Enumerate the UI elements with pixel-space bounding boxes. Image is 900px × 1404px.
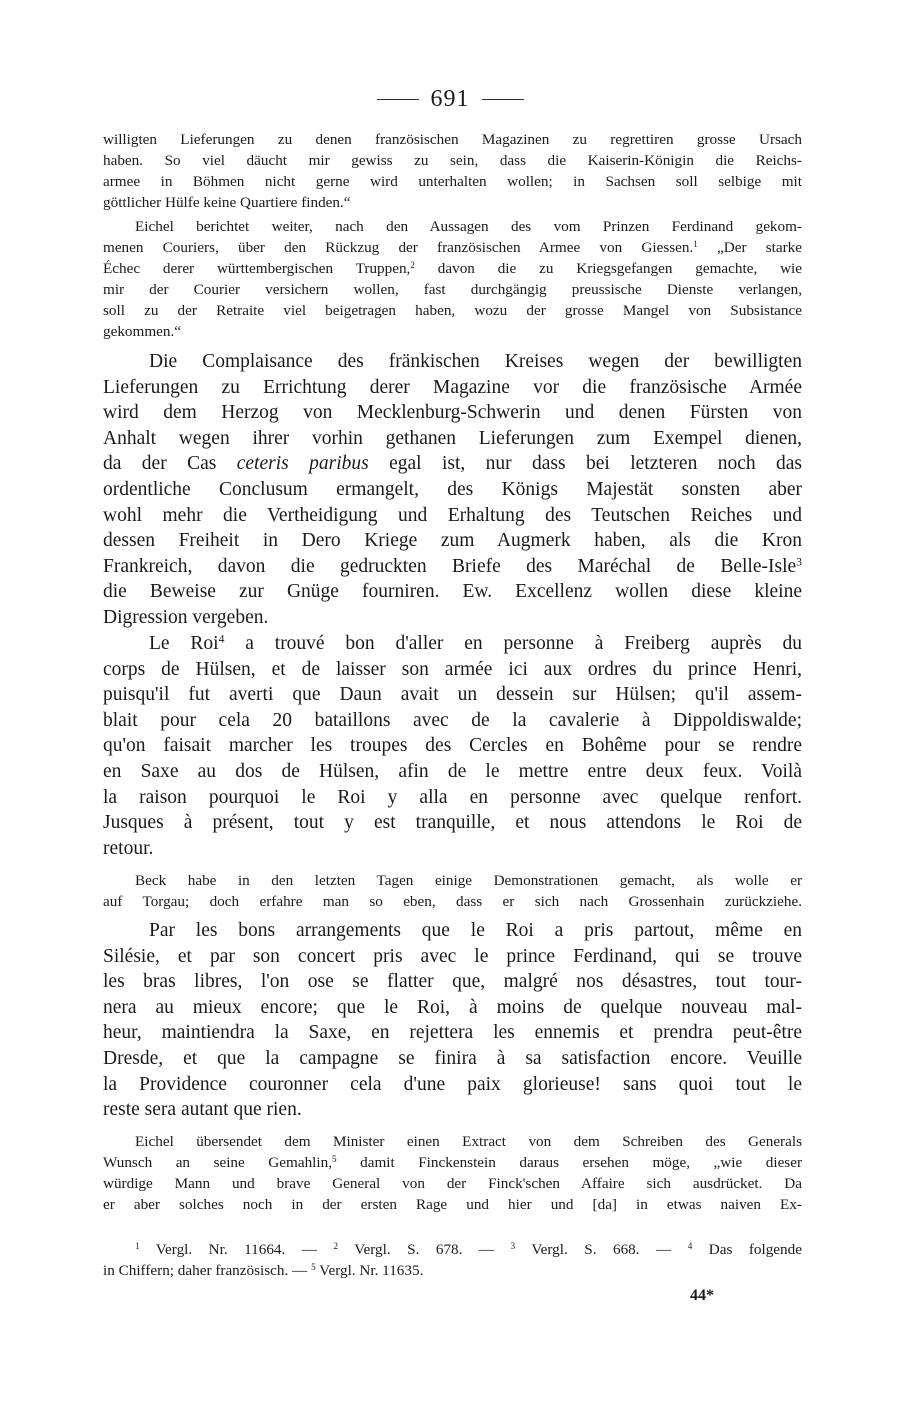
text-line: Silésie, et par son concert pris avec le prince Ferdinand, qui se trouve — [103, 945, 802, 967]
footnote-ref-4: 4 — [218, 632, 225, 646]
letter-paragraph-german — [103, 349, 802, 631]
footnote-ref-3: 3 — [796, 555, 802, 569]
text-line: göttlicher Hülfe keine Quartiere finden.“ — [103, 194, 351, 211]
text-line: gekommen.“ — [103, 323, 182, 340]
text-line: er aber solches noch in der ersten Rage und hier und [da] in etwas naiven Ex- — [103, 1196, 802, 1213]
text-line: la Providence couronner cela d'une paix glorieuse! sans quoi tout le — [103, 1073, 802, 1095]
header-rule-left — [377, 99, 419, 100]
text-line: retour. — [103, 837, 154, 859]
text-line: Digression vergeben. — [103, 606, 269, 628]
text-line: willigten Lieferungen zu denen französischen Magazinen zu regrettiren grosse Ursach — [103, 131, 802, 148]
text-line: Die Complaisance des fränkischen Kreises wegen der bewilligten — [149, 351, 802, 372]
page-number: 691 — [430, 85, 470, 112]
text-line: qu'on faisait marcher les troupes des Cercles en Bohême pour se rendre — [103, 735, 802, 757]
footnote-ref-5: 5 — [332, 1153, 337, 1164]
footnotes — [103, 1239, 802, 1281]
text-line: Eichel übersendet dem Minister einen Extract von dem Schreiben des Generals — [135, 1133, 802, 1150]
text-line: armee in Böhmen nicht gerne wird unterhalten wollen; in Sachsen soll selbige mit — [103, 173, 802, 190]
text-line: puisqu'il fut averti que Daun avait un dessein sur Hülsen; qu'il assem- — [103, 684, 802, 706]
text-line: blait pour cela 20 bataillons avec de la cavalerie à Dippoldiswalde; — [103, 709, 802, 731]
editorial-paragraph-2 — [103, 870, 802, 912]
text-line: en Saxe au dos de Hülsen, afin de le mettre entre deux feux. Voilà — [103, 760, 802, 782]
text-line: Wunsch an seine Gemahlin,$^5$ damit Finckenstein daraus ersehen möge, „wie dieser — [103, 1153, 803, 1171]
text-line: nera au mieux encore; que le Roi, à moins de quelque nouveau mal- — [103, 996, 802, 1018]
header-rule-right — [482, 99, 524, 100]
text-line: reste sera autant que rien. — [103, 1099, 302, 1121]
footnote-ref-2: 2 — [410, 259, 415, 270]
text-line: les bras libres, l'on ose se flatter que, malgré nos désastres, tout tour- — [103, 971, 802, 993]
text-line: ordentliche Conclusum ermangelt, des Königs Majestät sonsten aber — [103, 478, 802, 500]
text-line: würdige Mann und brave General von der Finck'schen Affaire sich ausdrücket. Da — [103, 1175, 802, 1192]
text-line: Jusques à présent, tout y est tranquille, et nous attendons le Roi de — [103, 812, 802, 834]
text-line: menen Couriers, über den Rückzug der französischen Armee von Giessen.$^1$ „Der starke — [103, 238, 803, 256]
text-line: Frankreich, davon die gedruckten Briefe des Maréchal de Belle-Isle$^3$ — [103, 555, 802, 577]
signature-mark: 44* — [690, 1287, 714, 1304]
editorial-paragraph-3 — [103, 1131, 802, 1215]
text-line: Le Roi$^4$ a trouvé bon d'aller en personne à Freiberg auprès du — [149, 632, 803, 654]
text-line: Lieferungen zu Errichtung derer Magazine vor die französische Armée — [103, 376, 802, 398]
italic-phrase: ceteris paribus — [236, 453, 369, 475]
text-line: wohl mehr die Vertheidigung und Erhaltung des Teutschen Reiches und — [103, 504, 802, 526]
quote-block-1 — [103, 129, 802, 213]
footnote-line: $^1$ Vergl. Nr. 11664. — $^2$ Vergl. S. 678. — $^3$ Vergl. S. 668. — $^4$ Das folgende — [135, 1240, 802, 1258]
text-line: auf Torgau; doch erfahre man so eben, dass er sich nach Grossenhain zurückziehe. — [103, 893, 802, 910]
text-line: wird dem Herzog von Mecklenburg-Schwerin und denen Fürsten von — [103, 402, 802, 424]
text-line: soll zu der Retraite viel beigetragen haben, wozu der grosse Mangel von Subsistance — [103, 302, 802, 319]
editorial-paragraph-1 — [103, 216, 802, 342]
text-line: Beck habe in den letzten Tagen einige Demonstrationen gemacht, als wolle er — [135, 872, 802, 889]
text-line: Dresde, et que la campagne se finira à sa satisfaction encore. Veuille — [103, 1047, 802, 1069]
text-line: Eichel berichtet weiter, nach den Aussagen des vom Prinzen Ferdinand gekom- — [135, 218, 802, 235]
text-line: die Beweise zur Gnüge fourniren. Ew. Excellenz wollen diese kleine — [103, 581, 802, 603]
footnote-line: in Chiffern; daher französisch. — $^5$ Vergl. Nr. 11635. — [103, 1261, 424, 1279]
text-line: heur, maintiendra la Saxe, en rejettera les ennemis et prendra peut-être — [103, 1022, 802, 1044]
letter-paragraph-french-1 — [103, 631, 802, 861]
text-line: mir der Courier versichern wollen, fast durchgängig preussische Dienste verlangen, — [103, 281, 802, 298]
text-line: Par les bons arrangements que le Roi a pris partout, même en — [149, 920, 802, 941]
footnote-ref-1: 1 — [693, 238, 698, 249]
text-line: Anhalt wegen ihrer vorhin gethanen Lieferungen zum Exempel dienen, — [103, 427, 802, 449]
text-line: corps de Hülsen, et de laisser son armée ici aux ordres du prince Henri, — [103, 658, 802, 680]
text-line: da der Cas ceteris paribus egal ist, nur dass bei letzteren noch das — [103, 453, 803, 475]
text-line: Échec derer württembergischen Truppen,$^2$ davon die zu Kriegsgefangen gemachte, wie — [103, 259, 803, 277]
text-line: dessen Freiheit in Dero Kriege zum Augmerk haben, als die Kron — [103, 530, 802, 552]
letter-paragraph-french-2 — [103, 918, 802, 1123]
text-line: haben. So viel däucht mir gewiss zu sein, dass die Kaiserin-Königin die Reichs- — [103, 152, 802, 169]
page-header — [0, 84, 900, 114]
text-line: la raison pourquoi le Roi y alla en personne avec quelque renfort. — [103, 786, 802, 808]
